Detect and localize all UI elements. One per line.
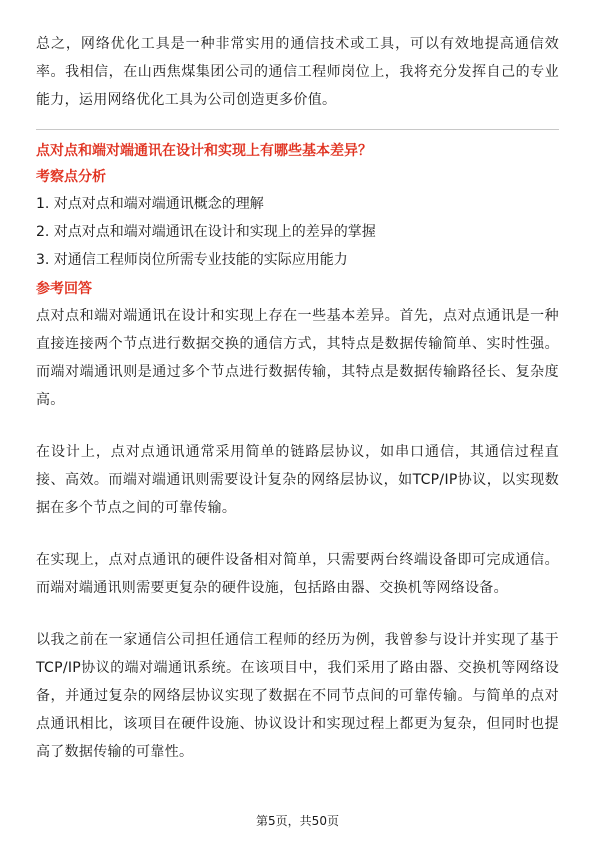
paragraph-gap — [36, 522, 559, 546]
document-page — [36, 30, 559, 766]
answer-paragraph: 点对点和端对端通讯在设计和实现上存在一些基本差异。首先，点对点通讯是一种直接连接两个节点进行数据交换的通信方式，其特点是数据传输简单、实时性强。而端对端通讯则是通过多个节点进行数据传输，其特点是数据传输路径长、复杂度高。 — [36, 308, 559, 408]
question-title: 点对点和端对端通讯在设计和实现上有哪些基本差异？ — [36, 143, 372, 159]
analysis-list — [36, 190, 559, 274]
analysis-heading: 考察点分析 — [36, 169, 106, 185]
analysis-item: 1. 对点对点和端对端通讯概念的理解 — [36, 196, 264, 212]
analysis-item: 3. 对通信工程师岗位所需专业技能的实际应用能力 — [36, 252, 348, 268]
answer-paragraph: 在实现上，点对点通讯的硬件设备相对简单，只需要两台终端设备即可完成通信。而端对端通讯则需要更复杂的硬件设施，包括路由器、交换机等网络设备。 — [36, 552, 559, 596]
analysis-item: 2. 对点对点和端对端通讯在设计和实现上的差异的掌握 — [36, 224, 376, 240]
page-number: 第5页，共50页 — [256, 814, 339, 828]
answer-paragraph: 在设计上，点对点通讯通常采用简单的链路层协议，如串口通信，其通信过程直接、高效。而端对端通讯则需要设计复杂的网络层协议，如TCP/IP协议，以实现数据在多个节点之间的可靠传输。 — [36, 444, 559, 516]
answer-paragraph: 以我之前在一家通信公司担任通信工程师的经历为例，我曾参与设计并实现了基于TCP/IP协议的端对端通讯系统。在该项目中，我们采用了路由器、交换机等网络设备，并通过复杂的网络层协议实现了数据在不同节点间的可靠传输。与简单的点对点通讯相比，该项目在硬件设施、协议设计和实现过程上都更为复杂，但同时也提高了数据传输的可靠性。 — [36, 632, 559, 760]
answer-heading: 参考回答 — [36, 281, 92, 297]
section-divider — [36, 129, 559, 130]
paragraph-gap — [36, 602, 559, 626]
paragraph-gap — [36, 414, 559, 438]
intro-paragraph: 总之，网络优化工具是一种非常实用的通信技术或工具，可以有效地提高通信效率。我相信，在山西焦煤集团公司的通信工程师岗位上，我将充分发挥自己的专业能力，运用网络优化工具为公司创造更多价值。 — [36, 36, 559, 108]
